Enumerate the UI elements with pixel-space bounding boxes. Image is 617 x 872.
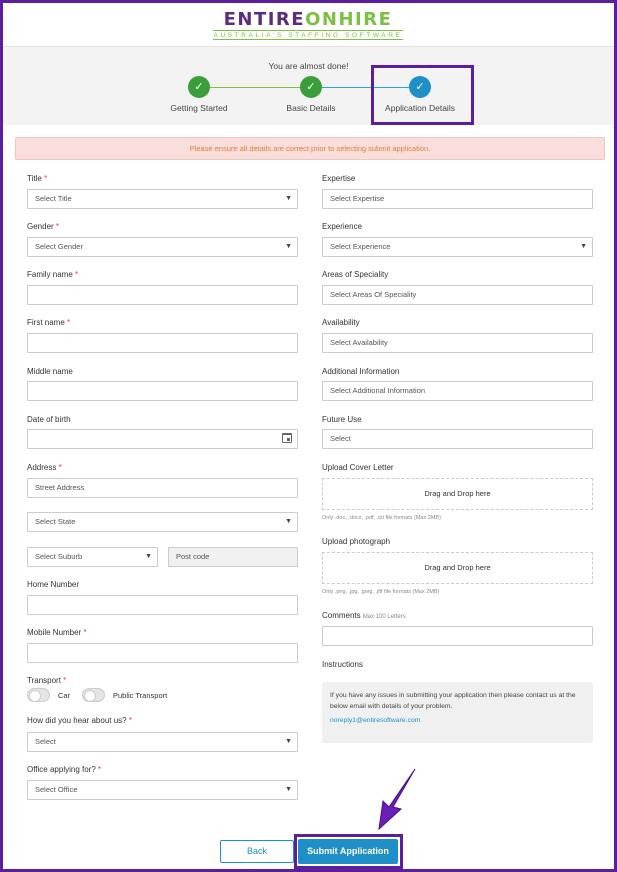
logo-part1: ENTIRE bbox=[223, 9, 306, 30]
street-address-input[interactable]: Street Address bbox=[27, 478, 298, 498]
step-application-details[interactable]: Application Details bbox=[385, 103, 455, 113]
middle-name-label: Middle name bbox=[27, 367, 73, 376]
photo-note: Only .png, .jpg, .jpeg, .jfif file formats (Max 2MB) bbox=[322, 589, 440, 595]
availability-select[interactable]: Select Availability bbox=[322, 333, 593, 353]
gender-label: Gender * bbox=[27, 222, 60, 231]
dob-input[interactable] bbox=[27, 429, 298, 449]
public-transport-label: Public Transport bbox=[113, 691, 168, 700]
cover-letter-label: Upload Cover Letter bbox=[322, 463, 394, 472]
car-toggle[interactable] bbox=[27, 688, 50, 702]
chevron-down-icon: ▼ bbox=[285, 738, 292, 745]
additional-info-select[interactable]: Select Additional Information bbox=[322, 381, 593, 401]
chevron-down-icon: ▼ bbox=[580, 243, 587, 250]
instructions-text: If you have any issues in submitting your application then please contact us at the below email with details of your problem. bbox=[330, 692, 576, 710]
check-icon: ✓ bbox=[409, 76, 431, 98]
future-use-select[interactable]: Select bbox=[322, 429, 593, 449]
hear-about-select[interactable]: Select ▼ bbox=[27, 732, 298, 752]
comments-input[interactable] bbox=[322, 626, 593, 646]
title-select[interactable]: Select Title ▼ bbox=[27, 189, 298, 209]
hear-about-label: How did you hear about us? * bbox=[27, 716, 132, 725]
transport-label: Transport * bbox=[27, 676, 67, 685]
logo-tagline: AUSTRALIA'S STAFFING SOFTWARE bbox=[213, 32, 403, 39]
cover-letter-note: Only .doc, .docx, .pdf, .txt file formats (Max 2MB) bbox=[322, 515, 441, 521]
cover-letter-dropzone[interactable]: Drag and Drop here bbox=[322, 478, 593, 510]
logo-part2: ONHIRE bbox=[305, 9, 393, 30]
instructions-box bbox=[322, 682, 593, 743]
mobile-number-label: Mobile Number * bbox=[27, 628, 87, 637]
submit-application-button[interactable]: Submit Application bbox=[298, 839, 398, 864]
step-highlight-annotation bbox=[371, 65, 474, 125]
expertise-label: Expertise bbox=[322, 174, 356, 183]
comments-label: Comments Max 100 Letters bbox=[322, 611, 406, 620]
areas-select[interactable]: Select Areas Of Speciality bbox=[322, 285, 593, 305]
office-label: Office applying for? * bbox=[27, 765, 102, 774]
postcode-input[interactable]: Post code bbox=[168, 547, 298, 567]
mobile-number-input[interactable] bbox=[27, 643, 298, 663]
middle-name-input[interactable] bbox=[27, 381, 298, 401]
home-number-label: Home Number bbox=[27, 580, 80, 589]
areas-label: Areas of Speciality bbox=[322, 270, 389, 279]
family-name-input[interactable] bbox=[27, 285, 298, 305]
submit-highlight-annotation bbox=[294, 834, 403, 869]
address-label: Address * bbox=[27, 463, 62, 472]
pointer-arrow-icon bbox=[373, 767, 419, 831]
gender-select[interactable]: Select Gender ▼ bbox=[27, 237, 298, 257]
photo-dropzone[interactable]: Drag and Drop here bbox=[322, 552, 593, 584]
photo-label: Upload photograph bbox=[322, 537, 391, 546]
support-email-link[interactable]: noreply1@entiresoftware.com bbox=[330, 717, 421, 724]
expertise-select[interactable]: Select Expertise bbox=[322, 189, 593, 209]
family-name-label: Family name * bbox=[27, 270, 79, 279]
title-label: Title * bbox=[27, 174, 48, 183]
step-basic-details[interactable]: Basic Details bbox=[286, 103, 336, 113]
progress-heading: You are almost done! bbox=[268, 61, 349, 71]
calendar-icon[interactable] bbox=[282, 433, 292, 443]
first-name-label: First name * bbox=[27, 318, 71, 327]
chevron-down-icon: ▼ bbox=[285, 195, 292, 202]
check-icon: ✓ bbox=[188, 76, 210, 98]
additional-info-label: Additional Information bbox=[322, 367, 400, 376]
alert-banner: Please ensure all details are correct prior to selecting submit application. bbox=[15, 137, 605, 160]
car-label: Car bbox=[58, 691, 71, 700]
first-name-input[interactable] bbox=[27, 333, 298, 353]
logo bbox=[213, 9, 403, 30]
back-button[interactable]: Back bbox=[220, 840, 294, 863]
chevron-down-icon: ▼ bbox=[145, 553, 152, 560]
check-icon: ✓ bbox=[300, 76, 322, 98]
progress-tracker bbox=[3, 47, 614, 125]
home-number-input[interactable] bbox=[27, 595, 298, 615]
suburb-select[interactable]: Select Suburb ▼ bbox=[27, 547, 158, 567]
step-getting-started[interactable]: Getting Started bbox=[170, 103, 228, 113]
state-select[interactable]: Select State ▼ bbox=[27, 512, 298, 532]
future-use-label: Future Use bbox=[322, 415, 362, 424]
dob-label: Date of birth bbox=[27, 415, 71, 424]
chevron-down-icon: ▼ bbox=[285, 786, 292, 793]
office-select[interactable]: Select Office ▼ bbox=[27, 780, 298, 800]
experience-select[interactable]: Select Experience ▼ bbox=[322, 237, 593, 257]
instructions-label: Instructions bbox=[322, 660, 363, 669]
chevron-down-icon: ▼ bbox=[285, 243, 292, 250]
availability-label: Availability bbox=[322, 318, 360, 327]
experience-label: Experience bbox=[322, 222, 363, 231]
header bbox=[3, 3, 614, 47]
public-transport-toggle[interactable] bbox=[82, 688, 105, 702]
step-connector-1 bbox=[199, 87, 311, 88]
chevron-down-icon: ▼ bbox=[285, 518, 292, 525]
